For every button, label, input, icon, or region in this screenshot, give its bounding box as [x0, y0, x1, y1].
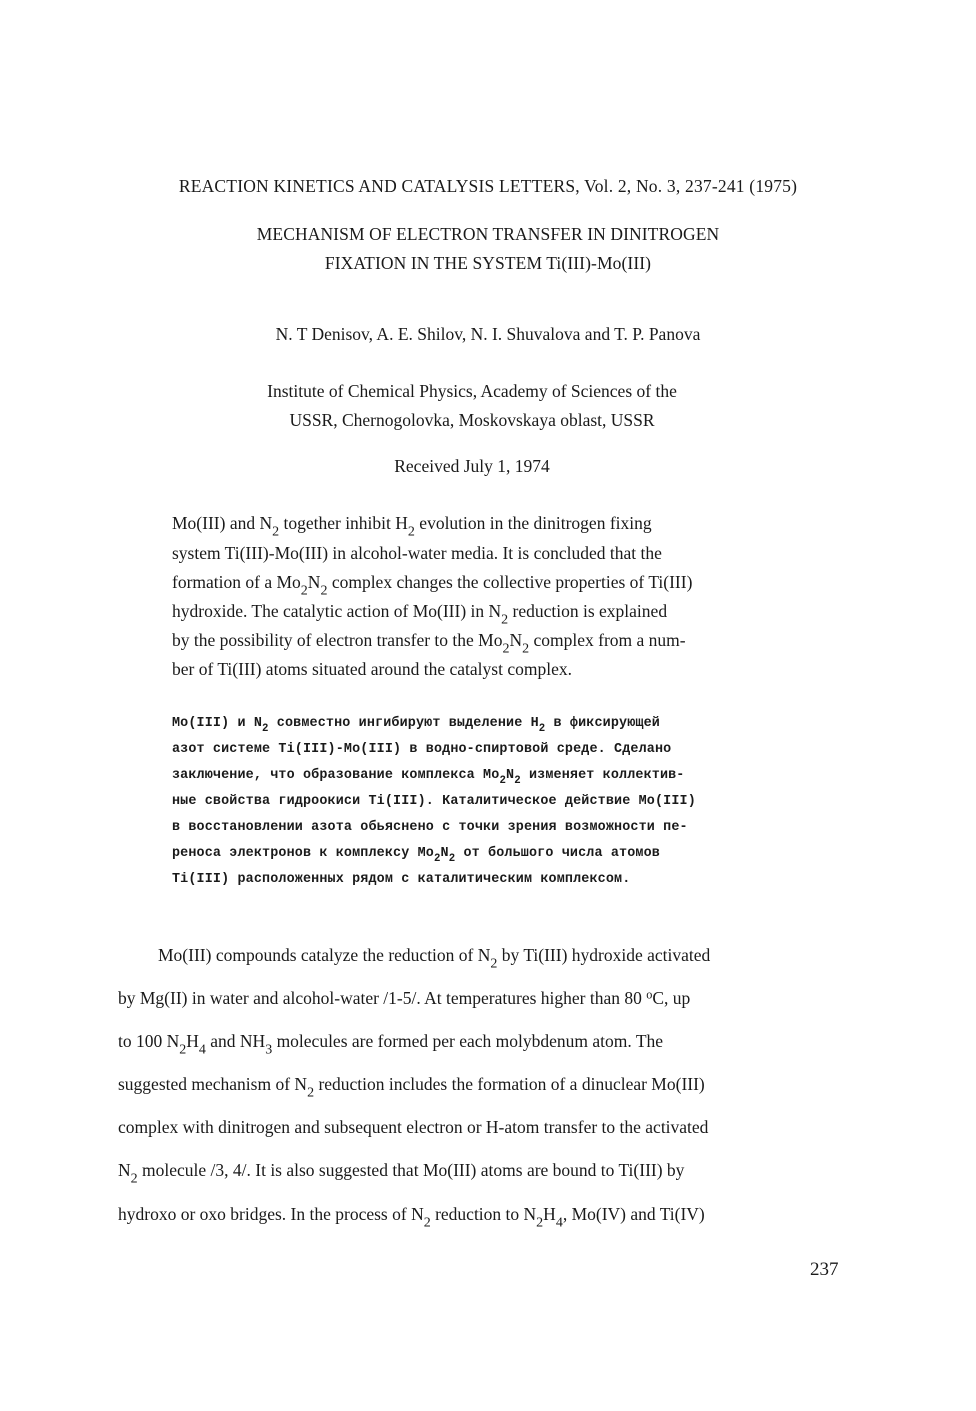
subscript: 2: [407, 524, 415, 540]
text: by Ti(III) hydroxide activated: [497, 945, 711, 965]
text: reduction includes the formation of a dinuclear Mo(III): [314, 1074, 705, 1094]
subscript: 2: [307, 1085, 315, 1101]
body-line: [118, 988, 690, 1009]
text: system Ti(III)-Mo(III) in alcohol-water media. It is concluded that the: [172, 543, 662, 563]
text: от большого числа атомов: [455, 846, 660, 861]
abstract-en-line: [172, 630, 686, 657]
text: N: [509, 630, 523, 650]
text: в фиксирующей: [545, 716, 660, 731]
abstract-ru-line: [172, 742, 671, 757]
text: реноса электронов к комплексу Mo: [172, 846, 434, 861]
text: formation of a Mo: [172, 572, 301, 592]
subscript: 2: [536, 1215, 544, 1231]
text: by the possibility of electron transfer to the Mo: [172, 630, 503, 650]
subscript: 2: [499, 774, 507, 787]
text: N: [118, 1160, 131, 1180]
text: ber of Ti(III) atoms situated around the catalyst complex.: [172, 659, 572, 679]
text: совместно ингибируют выделение H: [268, 716, 539, 731]
text: complex with dinitrogen and subsequent electron or H-atom transfer to the activated: [118, 1117, 709, 1137]
subscript: 2: [320, 583, 328, 599]
abstract-en-line: [172, 543, 662, 564]
abstract-ru-line: [172, 794, 696, 809]
subscript: 4: [555, 1215, 563, 1231]
abstract-en-line: [172, 572, 693, 599]
text: to 100 N: [118, 1031, 180, 1051]
text: complex changes the collective properties of Ti(III): [327, 572, 693, 592]
superscript: o: [646, 987, 653, 1002]
text: N: [307, 572, 321, 592]
body-line: [118, 1031, 664, 1058]
affiliation-line-2: USSR, Chernogolovka, Moskovskaya oblast, USSR: [289, 410, 655, 430]
subscript: 3: [265, 1042, 273, 1058]
text: molecule /3, 4/. It is also suggested that Mo(III) atoms are bound to Ti(III) by: [137, 1160, 685, 1180]
page-number: 237: [810, 1259, 839, 1280]
body-line: [158, 945, 711, 972]
text: N: [440, 846, 449, 861]
text: hydroxo or oxo bridges. In the process of N: [118, 1204, 424, 1224]
abstract-ru-line: [172, 846, 660, 865]
body-line: [118, 1204, 705, 1231]
text: together inhibit H: [279, 513, 408, 533]
text: complex from a num-: [529, 630, 686, 650]
subscript: 2: [501, 612, 509, 628]
text: molecules are formed per each molybdenum atom. The: [272, 1031, 664, 1051]
subscript: 2: [502, 641, 510, 657]
text: Mo(III) and N: [172, 513, 273, 533]
received-date: Received July 1, 1974: [394, 456, 550, 476]
text: ные свойства гидроокиси Ti(III). Каталитическое действие Mo(III): [172, 794, 696, 809]
text: Mo(III) и N: [172, 716, 263, 731]
text: C, up: [652, 988, 691, 1008]
subscript: 2: [522, 641, 530, 657]
subscript: 2: [490, 956, 498, 972]
abstract-ru-line: [172, 716, 660, 735]
abstract-en-line: [172, 513, 652, 540]
affiliation-line-1: Institute of Chemical Physics, Academy of Sciences of the: [267, 381, 677, 401]
text: by Mg(II) in water and alcohol-water /1-5/. At temperatures higher than 80: [118, 988, 647, 1008]
subscript: 2: [423, 1215, 431, 1231]
abstract-ru-line: [172, 768, 685, 787]
text: H: [543, 1204, 556, 1224]
abstract-ru-line: [172, 872, 630, 887]
subscript: 4: [198, 1042, 206, 1058]
body-line: [118, 1117, 708, 1138]
text: в восстановлении азота обьяснено с точки зрения возможности пе-: [172, 820, 688, 835]
text: evolution in the dinitrogen fixing: [414, 513, 652, 533]
subscript: 2: [448, 852, 456, 865]
text: N: [506, 768, 515, 783]
article-title-line-1: MECHANISM OF ELECTRON TRANSFER IN DINITROGEN: [256, 224, 720, 244]
abstract-ru-line: [172, 820, 688, 835]
text: hydroxide. The catalytic action of Mo(III) in N: [172, 601, 502, 621]
text: изменяет коллектив-: [520, 768, 685, 783]
abstract-en-line: [172, 659, 572, 680]
subscript: 2: [514, 774, 521, 787]
text: reduction is explained: [508, 601, 668, 621]
authors: N. T Denisov, A. E. Shilov, N. I. Shuvalova and T. P. Panova: [275, 324, 701, 344]
subscript: 2: [262, 722, 269, 735]
abstract-en-line: [172, 601, 668, 628]
subscript: 2: [179, 1042, 187, 1058]
text: , Mo(IV) and Ti(IV): [562, 1204, 705, 1224]
text: suggested mechanism of N: [118, 1074, 308, 1094]
text: Mo(III) compounds catalyze the reduction of N: [158, 945, 491, 965]
text: reduction to N: [430, 1204, 537, 1224]
text: and NH: [205, 1031, 266, 1051]
subscript: 2: [130, 1171, 138, 1187]
text: Ti(III) расположенных рядом с каталитическим комплексом.: [172, 872, 631, 887]
subscript: 2: [300, 583, 308, 599]
text: азот системе Ti(III)-Mo(III) в водно-спиртовой среде. Сделано: [172, 742, 672, 757]
subscript: 2: [538, 722, 546, 735]
text: заключение, что образование комплекса Mo: [172, 768, 500, 783]
body-line: [118, 1074, 705, 1101]
journal-header: REACTION KINETICS AND CATALYSIS LETTERS, Vol. 2, No. 3, 237-241 (1975): [178, 176, 798, 196]
subscript: 2: [272, 524, 280, 540]
body-line: [118, 1160, 685, 1187]
text: H: [186, 1031, 199, 1051]
subscript: 2: [433, 852, 441, 865]
article-title-line-2: FIXATION IN THE SYSTEM Ti(III)-Mo(III): [324, 253, 652, 273]
